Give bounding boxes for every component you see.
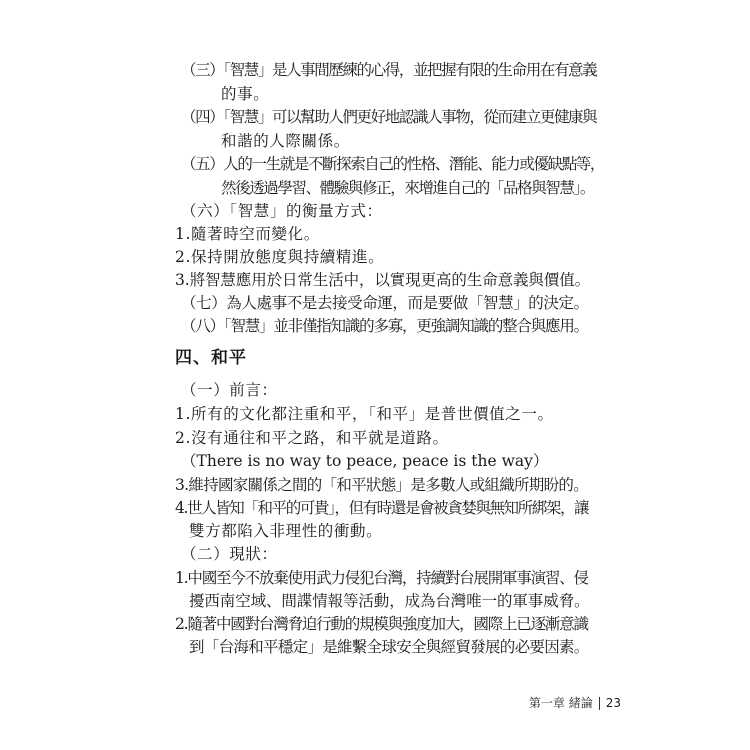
page-number: 23 [605,696,621,710]
text-line: 的事。 [221,85,270,103]
text-line: 3.將智慧應用於日常生活中，以實現更高的生命意義與價值。 [175,271,590,289]
footer-divider [599,697,600,710]
text-line: 1.中國至今不放棄使用武力侵犯台灣，持續對台展開軍事演習、侵 [175,569,588,587]
text-line: 到「台海和平穩定」是維繫全球安全與經貿發展的必要因素。 [189,638,589,656]
text-line: （六）「智慧」的衡量方式： [181,202,383,220]
text-line: 4.世人皆知「和平的可貴」，但有時還是會被貪婪與無知所綁架，讓 [175,499,589,517]
text-line: （八）「智慧」並非僅指知識的多寡，更強調知識的整合與應用。 [181,317,588,335]
text-line: 2.隨著中國對台灣脅迫行動的規模與強度加大，國際上已逐漸意識 [175,615,588,633]
text-line: 3.維持國家關係之間的「和平狀態」是多數人或組織所期盼的。 [175,476,588,494]
text-line: （一）前言： [181,381,278,399]
text-line: （三）「智慧」是人事間歷練的心得，並把握有限的生命用在有意義 [181,61,597,79]
text-line: 2.保持開放態度與持續精進。 [175,248,385,266]
text-line: （二）現狀： [181,545,278,563]
text-line: （There is no way to peace, peace is the way） [181,452,549,470]
section-heading: 四、和平 [175,348,247,368]
text-line: 雙方都陷入非理性的衝動。 [189,522,383,540]
text-line: 然後透過學習、體驗與修正，來增進自己的「品格與智慧」。 [221,179,594,197]
page-footer [529,695,621,711]
text-line: 擾西南空域、間諜情報等活動，成為台灣唯一的軍事威脅。 [189,592,590,610]
text-line: 1.所有的文化都注重和平，「和平」是普世價值之一。 [175,405,554,423]
text-line: 2.沒有通往和平之路，和平就是道路。 [175,429,449,447]
chapter-label: 第一章 緒論 [528,696,593,710]
text-line: （四）「智慧」可以幫助人們更好地認識人事物，從而建立更健康與 [181,108,597,126]
text-line: （五）人的一生就是不斷探索自己的性格、潛能、能力或優缺點等， [181,155,605,173]
text-line: 和諧的人際關係。 [221,132,350,150]
text-line: 1.隨著時空而變化。 [175,225,320,243]
text-line: （七）為人處事不是去接受命運，而是要做「智慧」的決定。 [181,294,589,312]
